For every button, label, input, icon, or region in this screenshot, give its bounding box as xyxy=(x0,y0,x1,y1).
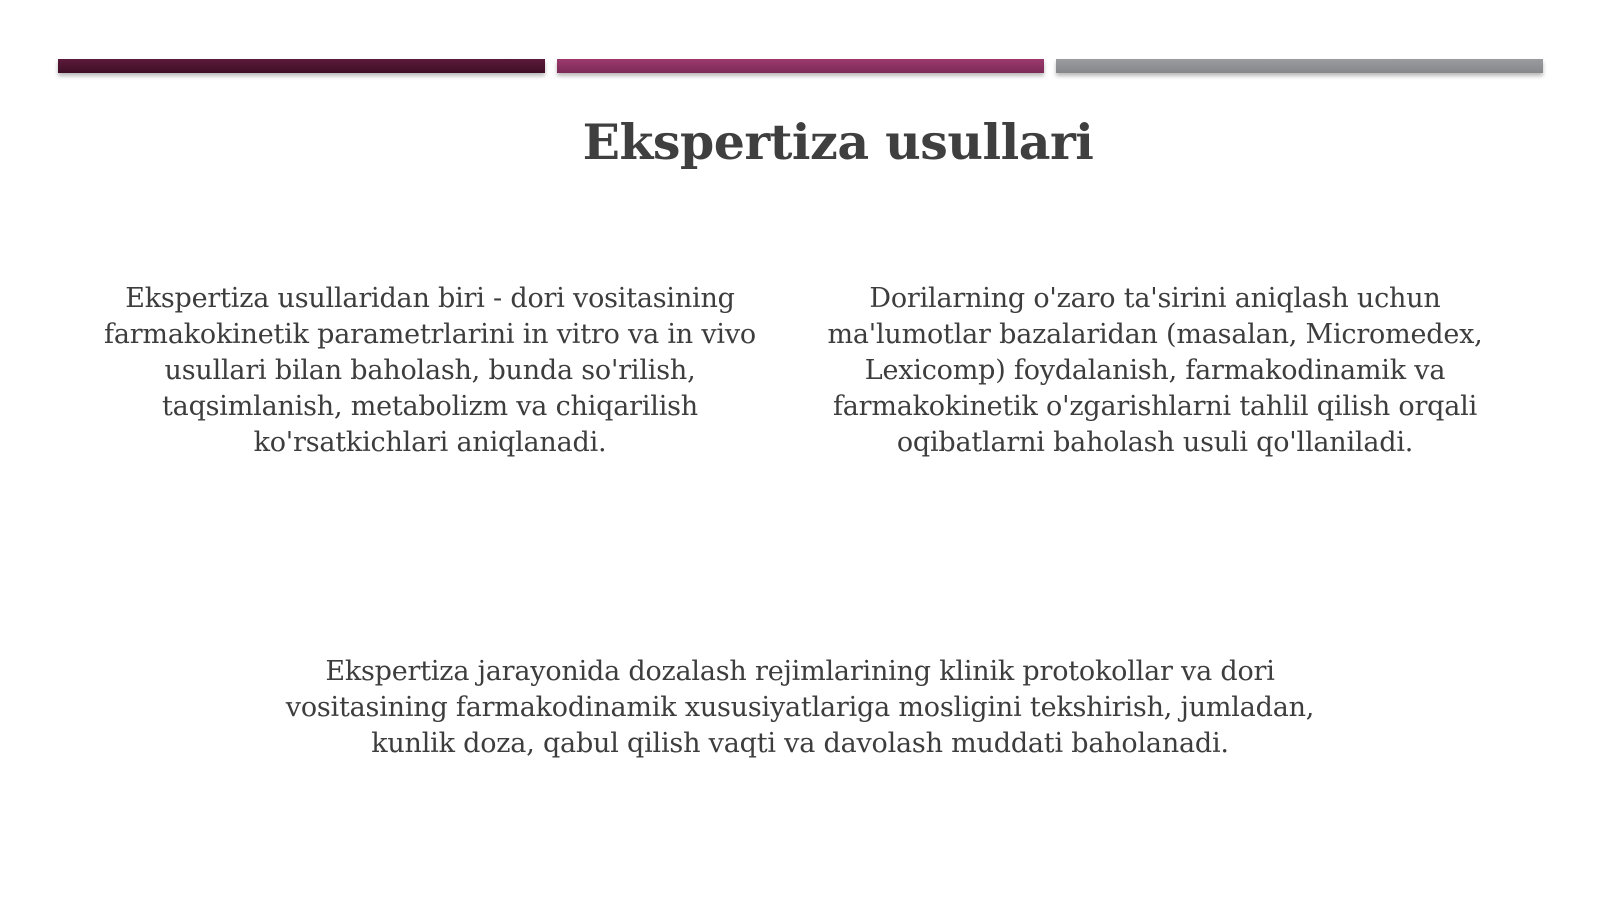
accent-bar-gray xyxy=(1056,59,1543,73)
paragraph-right: Dorilarning o'zaro ta'sirini aniqlash uchun ma'lumotlar bazalaridan (masalan, Micromedex, Lexicomp) foydalanish, farmakodinamik va farmakokinetik o'zgarishlarni tahlil qilish orqali oqibatlarni baholash usuli qo'llaniladi. xyxy=(827,283,1483,458)
slide-title: Ekspertiza usullari xyxy=(582,113,1094,171)
paragraph-bottom: Ekspertiza jarayonida dozalash rejimlarining klinik protokollar va dori vositasining farmakodinamik xususiyatlariga mosligini tekshirish, jumladan, kunlik doza, qabul qilish vaqti va davolash muddati baholanadi. xyxy=(285,656,1315,759)
paragraph-left: Ekspertiza usullaridan biri - dori vositasining farmakokinetik parametrlarini in vitro va in vivo usullari bilan baholash, bunda so'rilish, taqsimlanish, metabolizm va chiqarilish ko'rsatkichlari aniqlanadi. xyxy=(104,283,756,458)
accent-bar-dark-plum xyxy=(58,59,545,73)
accent-bar-magenta xyxy=(557,59,1044,73)
